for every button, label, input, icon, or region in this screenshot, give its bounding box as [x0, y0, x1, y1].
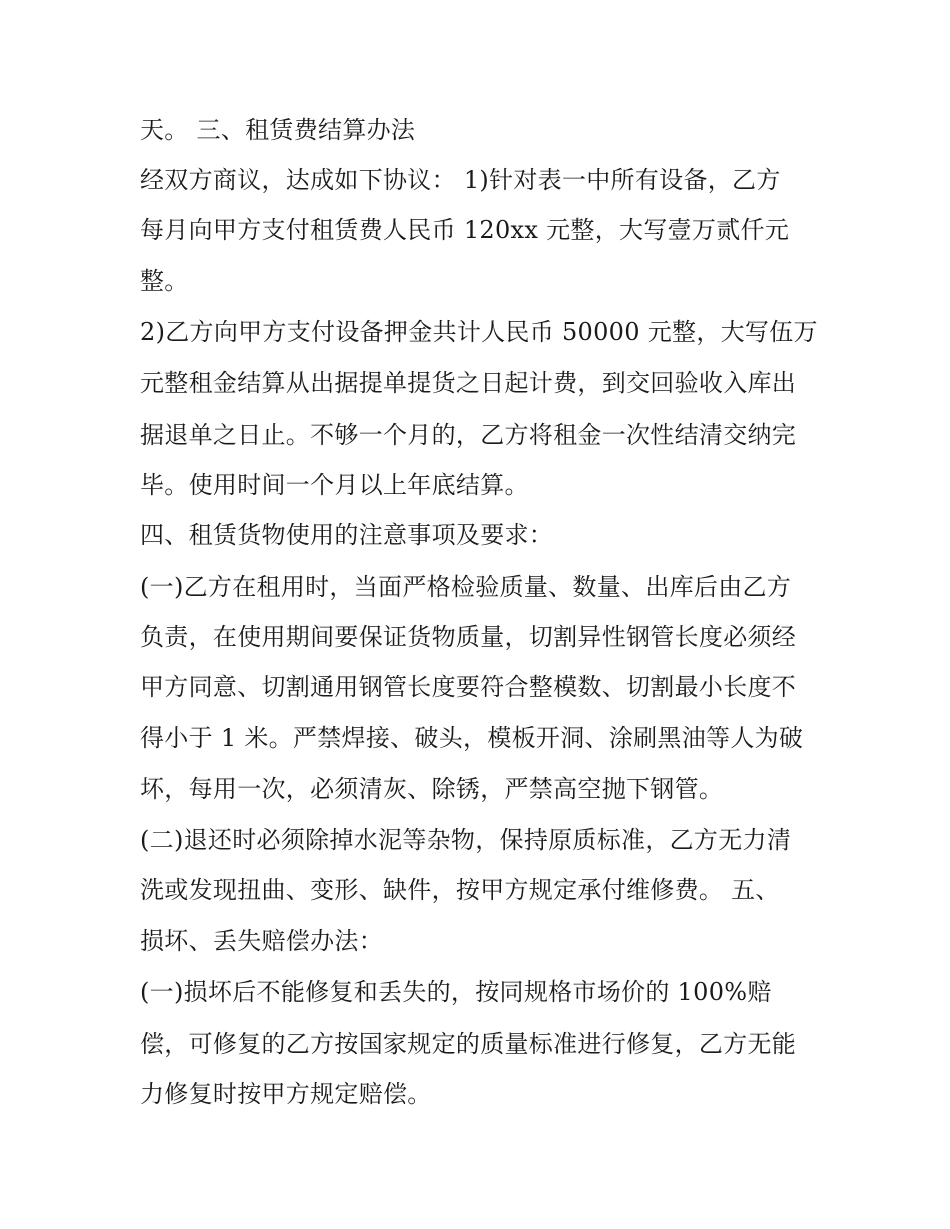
text-line: 力修复时按甲方规定赔偿。	[140, 1080, 432, 1108]
text-line: 偿，可修复的乙方按国家规定的质量标准进行修复，乙方无能	[140, 1030, 797, 1058]
text-line: (一)乙方在租用时，当面严格检验质量、数量、出库后由乙方	[140, 573, 792, 601]
text-line: 元整租金结算从出据提单提货之日起计费，到交回验收入库出	[140, 369, 797, 397]
text-line: 毕。使用时间一个月以上年底结算。	[140, 471, 529, 499]
text-line: (一)损坏后不能修复和丢失的，按同规格市场价的 100%赔	[140, 978, 772, 1006]
text-line: 据退单之日止。不够一个月的，乙方将租金一次性结清交纳完	[140, 421, 797, 449]
section-heading: 四、租赁货物使用的注意事项及要求：	[140, 521, 554, 549]
text-line: 洗或发现扭曲、变形、缺件，按甲方规定承付维修费。 五、	[140, 876, 780, 904]
text-line: 经双方商议，达成如下协议： 1)针对表一中所有设备，乙方	[140, 166, 781, 194]
text-line: 整。	[140, 267, 189, 295]
text-line: 坏，每用一次，必须清灰、除锈，严禁高空抛下钢管。	[140, 775, 724, 803]
section-heading: 损坏、丢失赔偿办法：	[140, 927, 383, 955]
text-line: 负责，在使用期间要保证货物质量，切割异性钢管长度必须经	[140, 623, 797, 651]
text-line: 2)乙方向甲方支付设备押金共计人民币 50000 元整，大写伍万	[140, 318, 818, 346]
text-line: 天。 三、租赁费结算办法	[140, 116, 416, 144]
text-line: 甲方同意、切割通用钢管长度要符合整模数、切割最小长度不	[140, 673, 797, 701]
text-line: 每月向甲方支付租赁费人民币 120xx 元整，大写壹万贰仟元	[140, 216, 790, 244]
text-line: (二)退还时必须除掉水泥等杂物，保持原质标准，乙方无力清	[140, 826, 792, 854]
text-line: 得小于 1 米。严禁焊接、破头，模板开洞、涂刷黑油等人为破	[140, 724, 804, 752]
